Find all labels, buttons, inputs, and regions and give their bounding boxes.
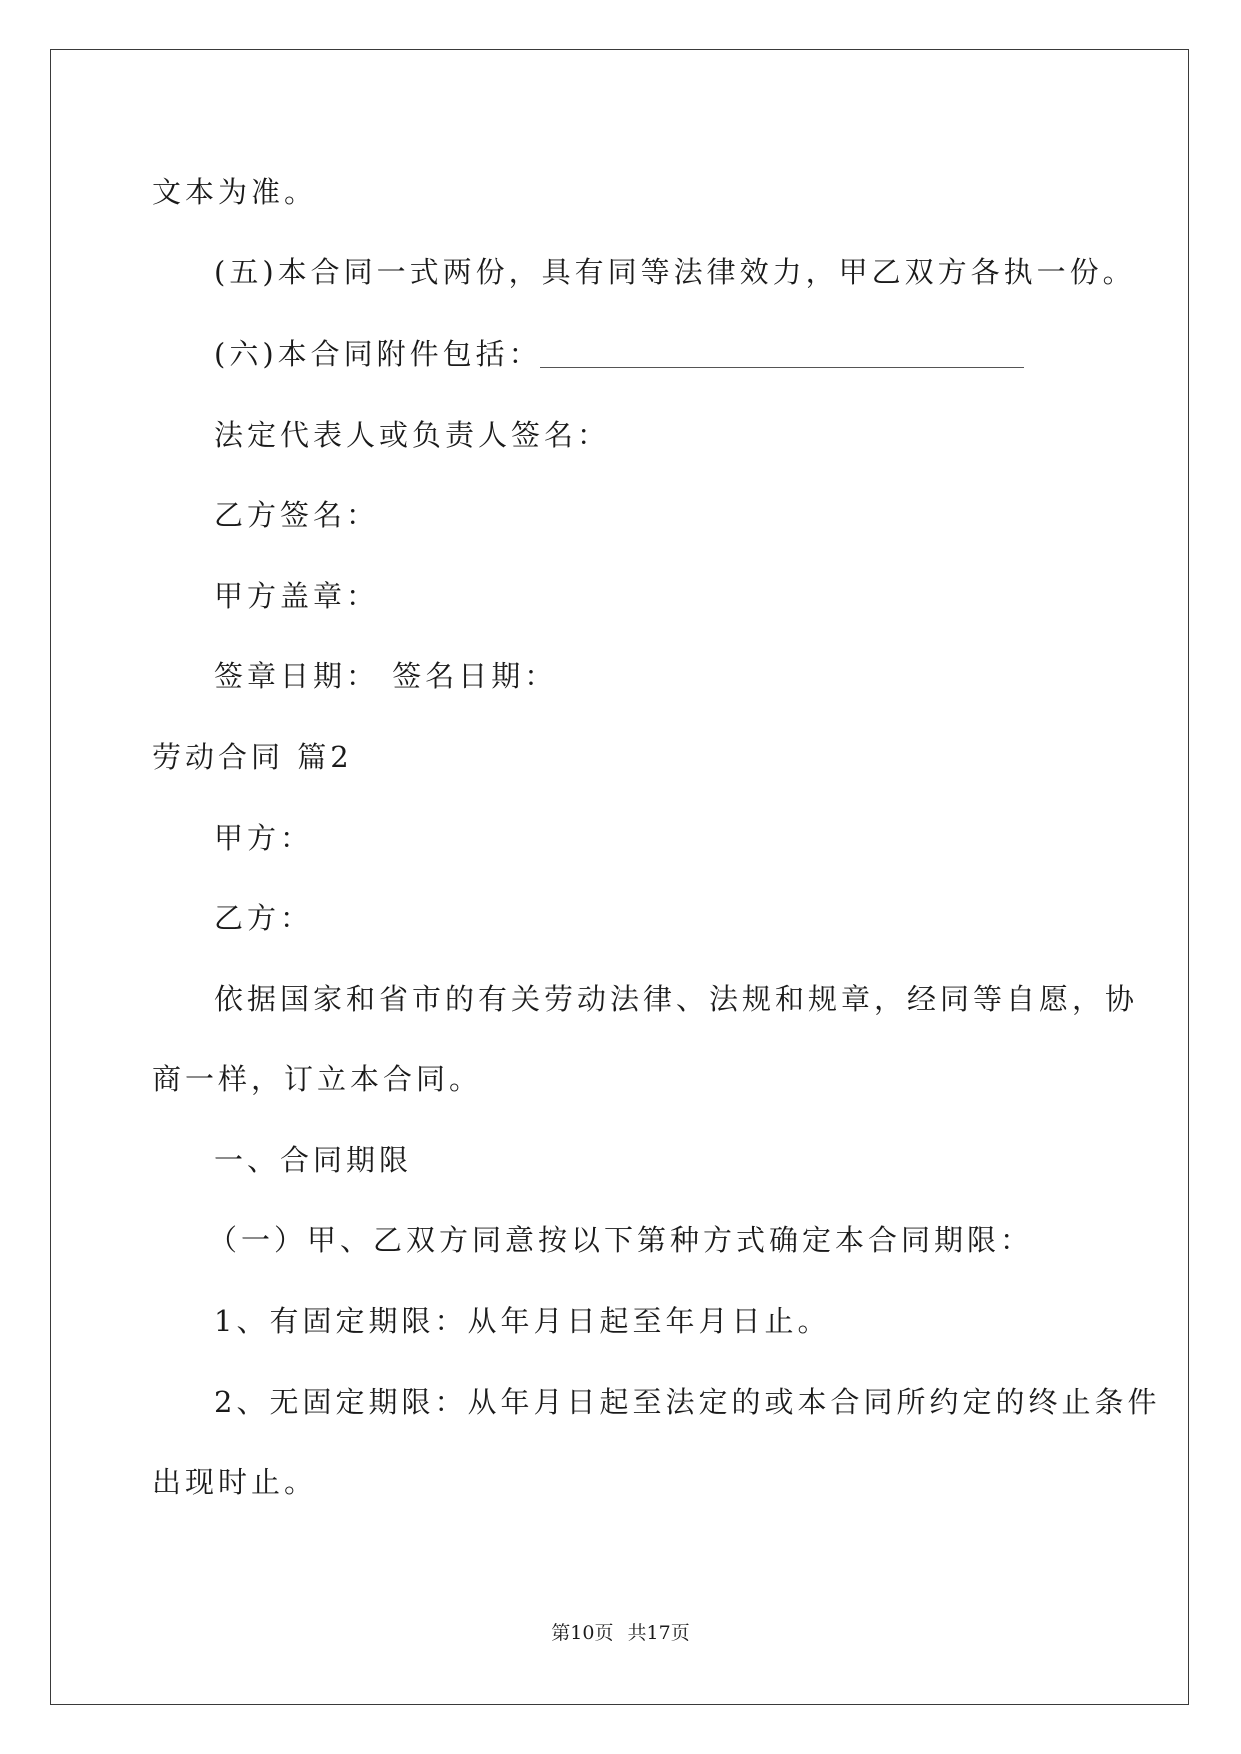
- section-heading: 劳动合同 篇2: [152, 740, 353, 774]
- page-footer: [0, 1618, 1241, 1645]
- party-a-label: 甲方：: [214, 821, 314, 855]
- article-one-heading: 一、合同期限: [214, 1143, 413, 1177]
- open-term-item-line-2: 出现时止。: [152, 1465, 318, 1499]
- party-a-seal-label: 甲方盖章：: [214, 579, 380, 613]
- party-b-label: 乙方：: [214, 901, 314, 935]
- attachment-blank-line: [540, 367, 1024, 368]
- open-term-item-line-1: 2、无固定期限：从年月日起至法定的或本合同所约定的终止条件: [214, 1385, 1161, 1419]
- party-b-signature-label: 乙方签名：: [214, 498, 380, 532]
- clause-five: (五)本合同一式两份，具有同等法律效力，甲乙双方各执一份。: [214, 255, 1136, 289]
- preamble-line-1: 依据国家和省市的有关劳动法律、法规和规章，经同等自愿，协: [214, 982, 1139, 1016]
- sign-date-labels: 签章日期： 签名日期：: [214, 659, 558, 693]
- legal-rep-signature-label: 法定代表人或负责人签名：: [214, 418, 611, 452]
- page-number: 第10页: [551, 1622, 614, 1644]
- text-line-1: 文本为准。: [152, 175, 318, 209]
- clause-one: （一）甲、乙双方同意按以下第种方式确定本合同期限：: [208, 1223, 1034, 1257]
- clause-six: (六)本合同附件包括：: [214, 337, 542, 371]
- preamble-line-2: 商一样，订立本合同。: [152, 1062, 483, 1096]
- fixed-term-item: 1、有固定期限：从年月日起至年月日止。: [214, 1304, 831, 1338]
- page-border: [50, 49, 1189, 1705]
- page-total: 共17页: [627, 1622, 690, 1644]
